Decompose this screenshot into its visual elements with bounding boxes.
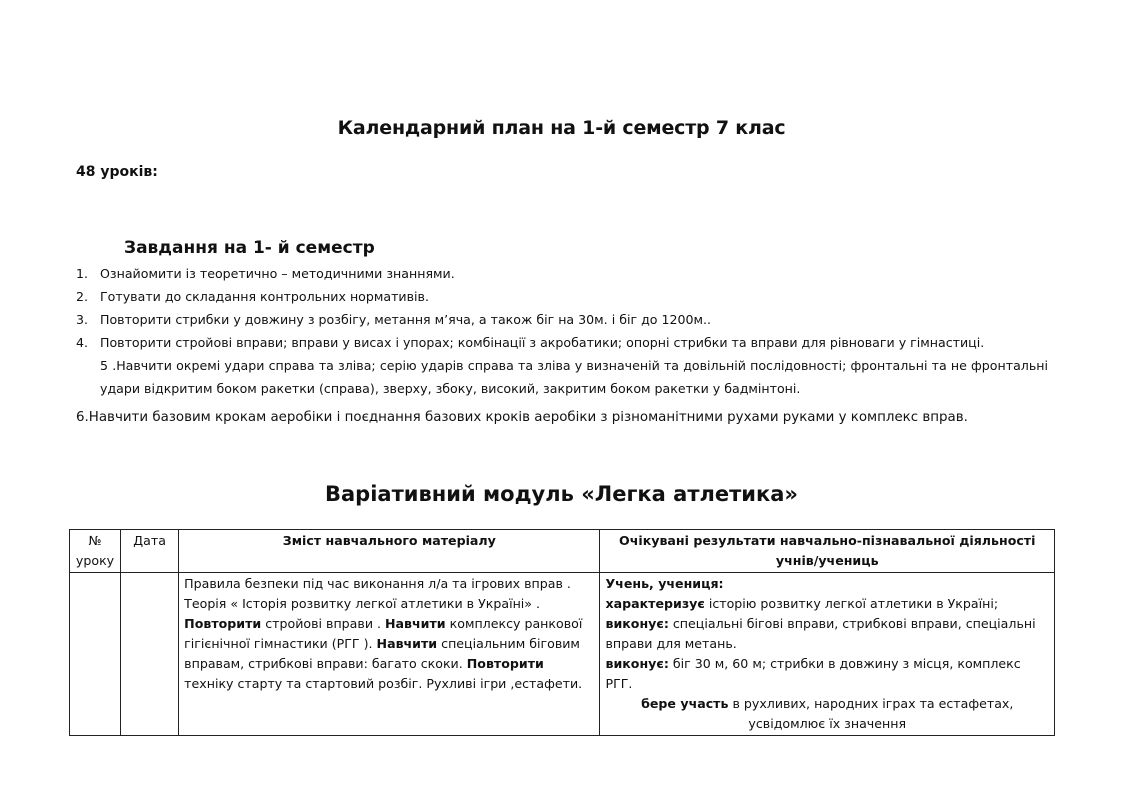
results-line xyxy=(605,654,1049,694)
content-bold: Повторити xyxy=(184,616,262,631)
results-subject: Учень, учениця: xyxy=(605,576,724,591)
task-text xyxy=(100,331,1048,400)
module-title: Варіативний модуль «Легка атлетика» xyxy=(324,482,798,506)
task-text-5: 5 .Навчити окремі удари справа та зліва; серію ударів справа та зліва у визначеній та довільній послідовності; фронтальні та не фронтальні удари відкритим боком ракетки (справа), зверху, збоку, високий, закритим боком ракетки у бадмінтоні. xyxy=(100,358,1048,396)
lessons-count: 48 уроків: xyxy=(76,164,158,180)
task-item xyxy=(76,331,1048,400)
content-text: комплексу ранкової гігієнічної гімнастики (РГГ ). xyxy=(184,616,583,651)
content-bold: Навчити xyxy=(376,636,438,651)
content-text: стройові вправи . xyxy=(261,616,386,631)
results-text: в рухливих, народних іграх та естафетах, xyxy=(728,696,1014,711)
task-number: 1. xyxy=(76,266,89,281)
results-line xyxy=(605,594,1049,614)
tasks-list xyxy=(76,262,1048,400)
task-text-6: 6.Навчити базовим крокам аеробіки і поєднання базових кроків аеробіки з різноманітними рухами руками у комплекс вправ. xyxy=(76,410,968,425)
header-date: Дата xyxy=(121,530,179,573)
results-bold: характеризує xyxy=(605,596,705,611)
task-text: Повторити стрибки у довжину з розбігу, метання м’яча, а також біг на 30м. і біг до 1200м.. xyxy=(100,312,712,327)
task-number: 3. xyxy=(76,312,89,327)
content-text: техніку старту та стартовий розбіг. Рухливі ігри ,естафети. xyxy=(184,676,583,691)
tasks-heading: Завдання на 1- й семестр xyxy=(124,238,375,258)
cell-results xyxy=(600,573,1055,736)
results-line xyxy=(605,614,1049,654)
task-item xyxy=(76,308,1048,331)
task-text: Готувати до складання контрольних нормативів. xyxy=(100,289,429,304)
results-text: спеціальні бігові вправи, стрибкові вправи, спеціальні вправи для метань. xyxy=(605,616,1036,651)
header-results: Очікувані результати навчально-пізнавальної діяльності учнів/учениць xyxy=(600,530,1055,573)
content-text: Правила безпеки під час виконання л/а та ігрових вправ . Теорія « Історія розвитку легкої атлетики в Україні» . xyxy=(184,576,571,611)
results-line xyxy=(605,694,1049,714)
results-bold: виконує: xyxy=(605,616,669,631)
page-title: Календарний план на 1-й семестр 7 клас xyxy=(337,117,786,139)
cell-content xyxy=(179,573,600,736)
header-lesson-number: № уроку xyxy=(70,530,121,573)
cell-date xyxy=(121,573,179,736)
task-text: Ознайомити із теоретично – методичними знаннями. xyxy=(100,266,455,281)
cell-lesson-number xyxy=(70,573,121,736)
task-number: 2. xyxy=(76,289,89,304)
table-row xyxy=(70,573,1055,736)
results-text: історію розвитку легкої атлетики в Україні; xyxy=(704,596,999,611)
content-bold: Повторити xyxy=(466,656,544,671)
content-bold: Навчити xyxy=(385,616,446,631)
table-header-row xyxy=(70,530,1055,573)
results-bold: бере участь xyxy=(641,696,729,711)
task-number: 4. xyxy=(76,335,89,350)
lesson-plan-table xyxy=(69,529,1055,736)
results-line: усвідомлює їх значення xyxy=(748,716,907,731)
content-text: спеціальним біговим вправам, стрибкові вправи: багато скоки. xyxy=(184,636,580,671)
task-item xyxy=(76,285,1048,308)
task-item xyxy=(76,262,1048,285)
task-text-4: Повторити стройові вправи; вправи у висах і упорах; комбінації з акробатики; опорні стрибки та вправи для рівноваги у гімнастиці. xyxy=(100,335,985,350)
results-bold: виконує: xyxy=(605,656,669,671)
header-content: Зміст навчального матеріалу xyxy=(179,530,600,573)
results-text: біг 30 м, 60 м; стрибки в довжину з місця, комплекс РГГ. xyxy=(605,656,1021,691)
